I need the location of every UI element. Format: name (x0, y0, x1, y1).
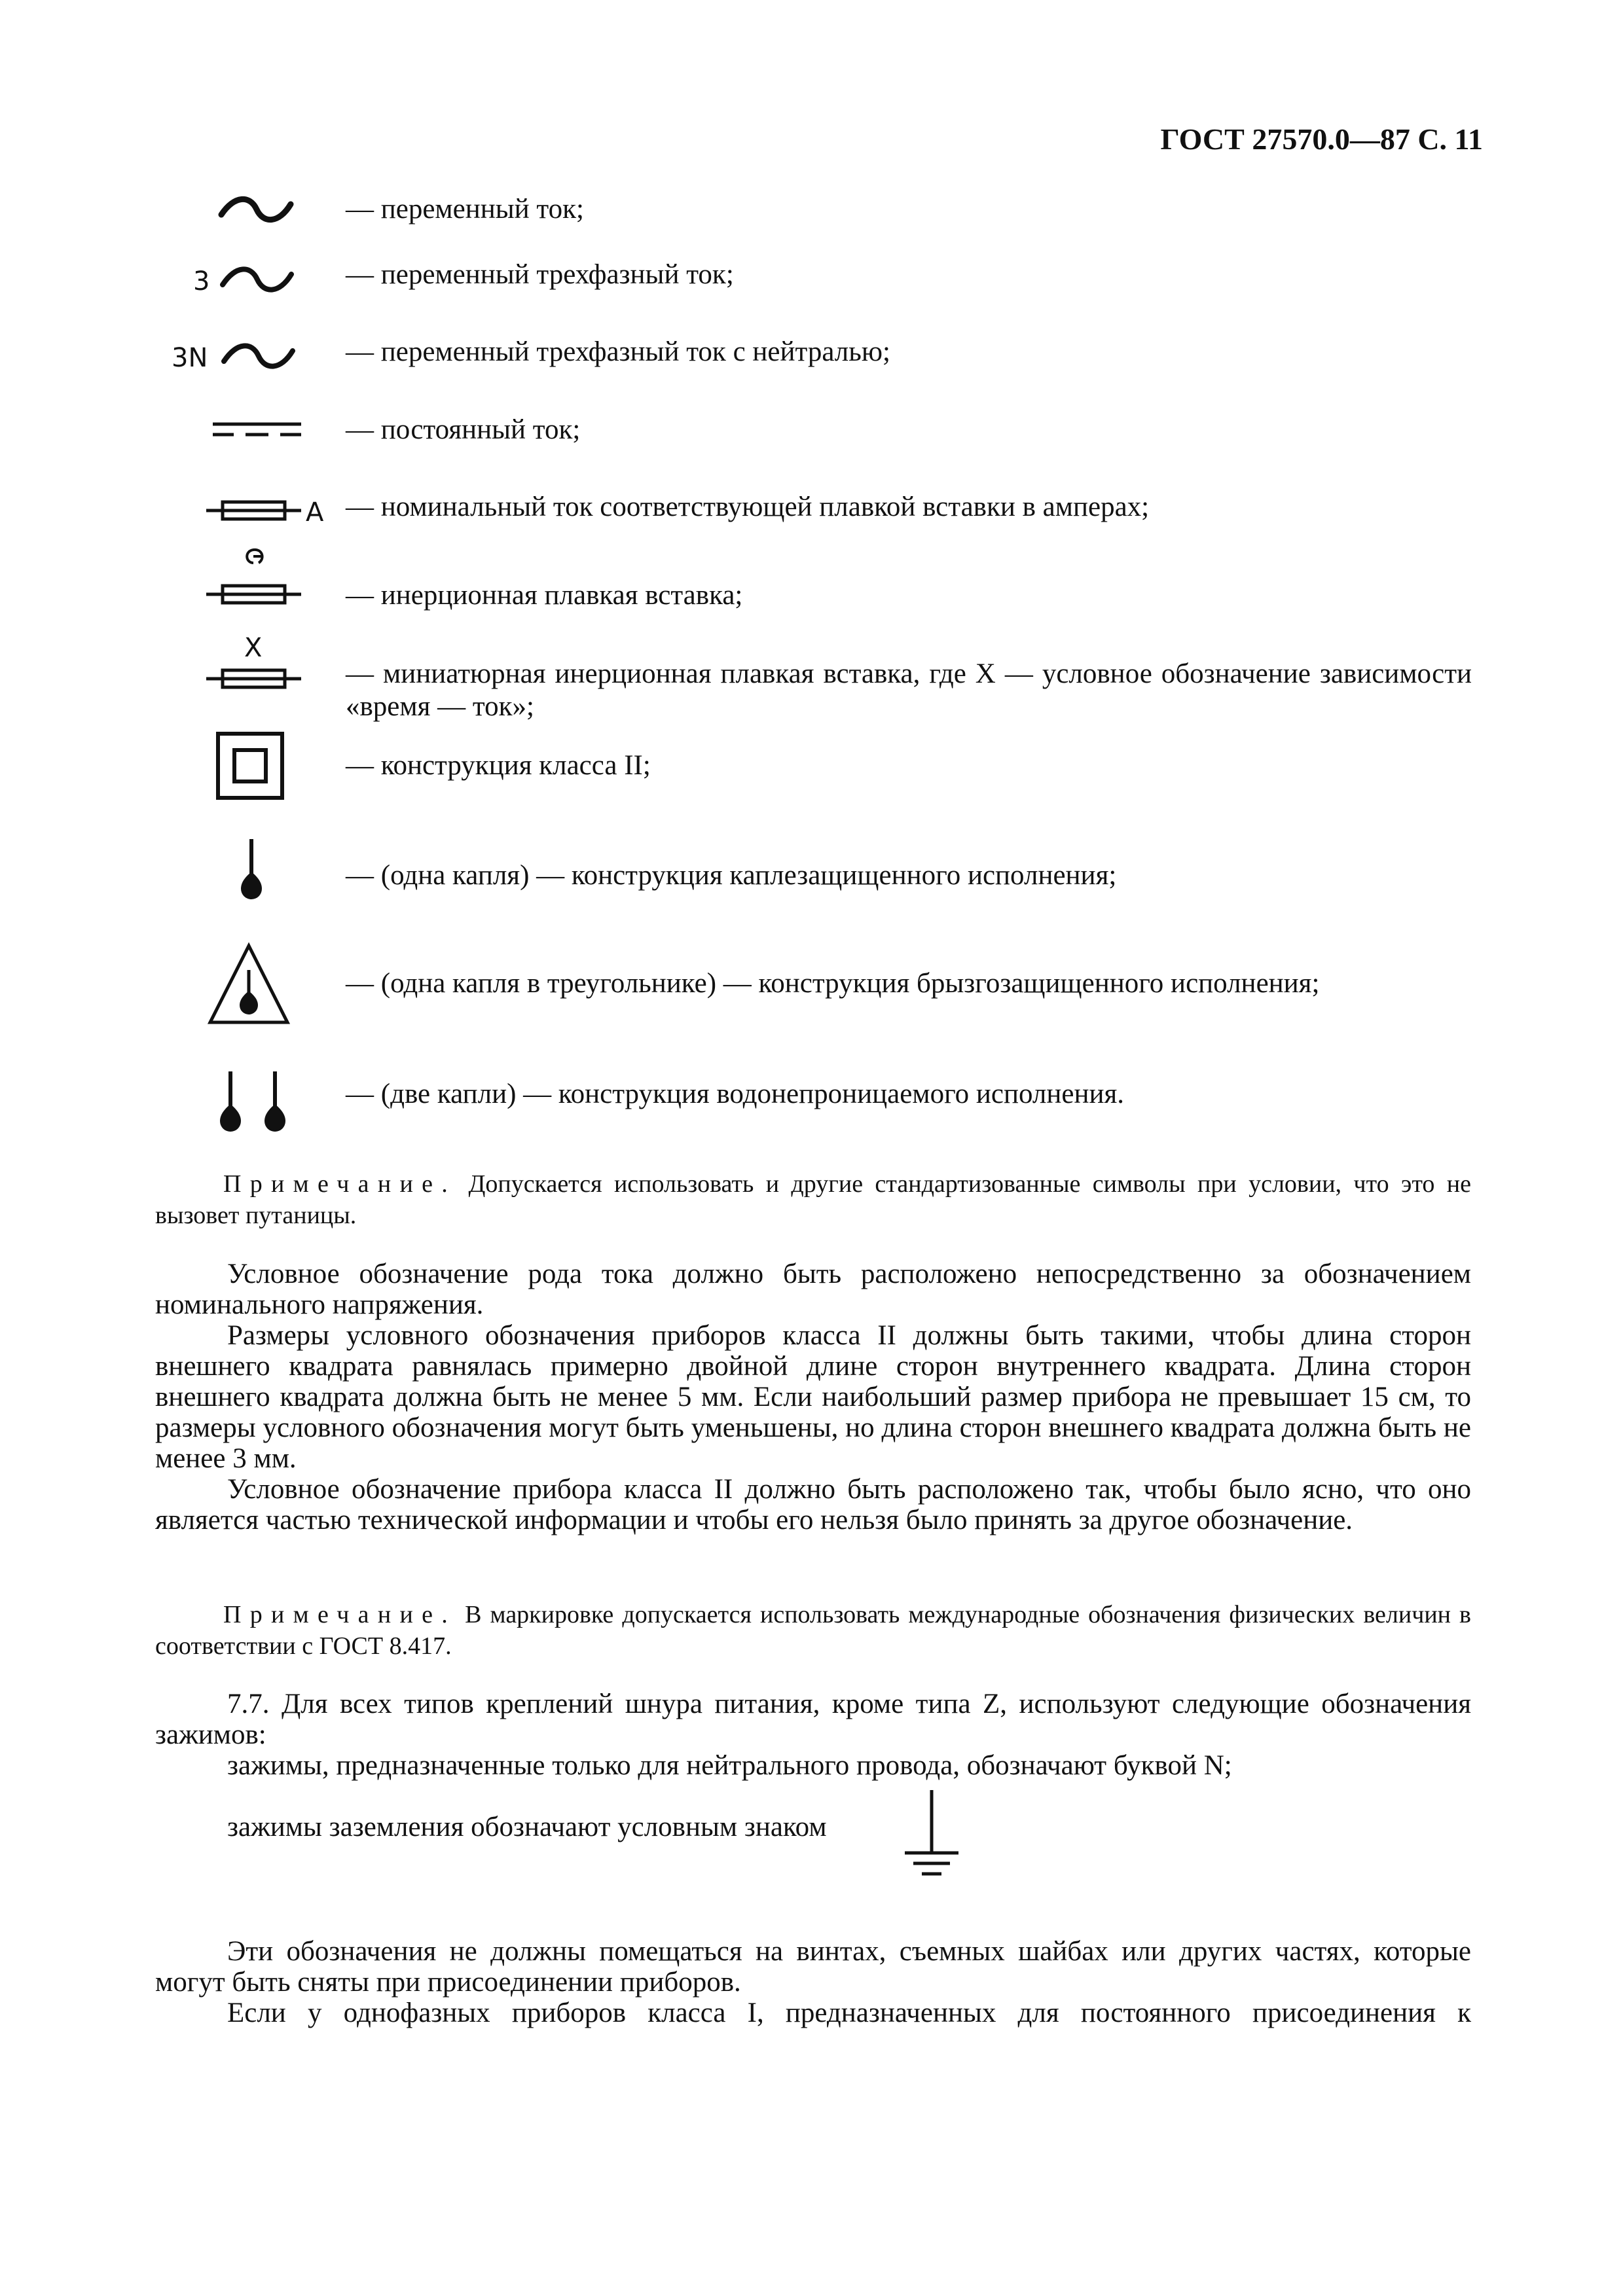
svg-text:X: X (244, 633, 263, 663)
paragraph-current-type: Условное обозначение рода тока должно быть расположено непосредственно за обозначением номинального напряжения. (155, 1259, 1471, 1320)
paragraph-class-ii-size: Размеры условного обозначения приборов класса II должны быть такими, чтобы длина сторон внешнего квадрата равнялась примерно двойной длине сторон внутреннего квадрата. Длина сторон внешнего квадрата должна быть не менее 5 мм. Если наибольший размер прибора не превышает 15 см, то размеры условного обозначения могут быть уменьшены, но длина сторон внешнего квадрата должна быть не менее 3 мм. (155, 1320, 1471, 1474)
symbol-label-fuse-rating: — номинальный ток соответствующей плавкой вставки в амперах; (346, 492, 1150, 522)
symbol-label-dc: — постоянный ток; (346, 414, 581, 445)
svg-text:3: 3 (193, 266, 210, 296)
earth-terminal-line: зажимы заземления обозначают условным знаком (227, 1812, 827, 1842)
symbol-label-ac: — переменный ток; (346, 194, 584, 224)
drop-in-triangle-icon (206, 942, 291, 1028)
class-ii-construction-icon (216, 732, 284, 800)
symbol-label-3nac: — переменный трехфазный ток с нейтралью; (346, 336, 890, 367)
note-1-text: Допускается использовать и другие стандартизованные символы при условии, что это не вызовет путаницы. (155, 1170, 1471, 1229)
paragraph-single-phase: Если у однофазных приборов класса I, предназначенных для постоянного присоединения к (227, 1998, 1471, 2028)
svg-text:A: A (306, 497, 324, 528)
section-7-7: 7.7. Для всех типов креплений шнура питания, кроме типа Z, используют следующие обозначения зажимов: (155, 1689, 1471, 1750)
two-drops-icon (216, 1070, 295, 1136)
paragraph-screws: Эти обозначения не должны помещаться на винтах, съемных шайбах или других частях, которые могут быть сняты при присоединении приборов. (155, 1936, 1471, 1998)
note-2-label: Примечание. (223, 1601, 457, 1628)
symbol-label-3ac: — переменный трехфазный ток; (346, 259, 734, 290)
three-phase-ac-icon (193, 259, 298, 298)
symbol-label-miniature-fuse: — миниатюрная инерционная плавкая вставка, где X — условное обозначение зависимости «время — ток»; (346, 658, 1472, 722)
svg-text:3N: 3N (172, 343, 208, 373)
alternating-current-icon (216, 190, 295, 229)
note-1 (155, 1168, 1471, 1231)
fuse-rating-icon (206, 491, 331, 530)
earth-ground-icon (902, 1790, 961, 1882)
note-2 (155, 1599, 1471, 1662)
note-2-text: В маркировке допускается использовать международные обозначения физических величин в соответствии с ГОСТ 8.417. (155, 1601, 1471, 1660)
one-drop-icon (237, 838, 270, 903)
symbol-label-class-ii: — конструкция класса II; (346, 750, 651, 781)
three-phase-ac-neutral-icon (172, 335, 302, 374)
direct-current-icon (213, 419, 301, 439)
symbol-label-drop-in-triangle: — (одна капля в треугольнике) — конструкция брызгозащищенного исполнения; (346, 968, 1320, 999)
symbol-label-two-drops: — (две капли) — конструкция водонепроницаемого исполнения. (346, 1079, 1125, 1109)
symbol-label-time-lag-fuse: — инерционная плавкая вставка; (346, 580, 743, 611)
page-header: ГОСТ 27570.0—87 С. 11 (1160, 122, 1483, 156)
neutral-terminal-line: зажимы, предназначенные только для нейтрального провода, обозначают буквой N; (227, 1750, 1232, 1781)
paragraph-class-ii-placement: Условное обозначение прибора класса II должно быть расположено так, чтобы было ясно, что оно является частью технической информации и чтобы его нельзя было принять за другое обозначение. (155, 1474, 1471, 1535)
time-lag-fuse-icon (206, 545, 304, 617)
symbol-label-one-drop: — (одна капля) — конструкция каплезащищенного исполнения; (346, 860, 1117, 891)
note-1-label: Примечание. (223, 1170, 457, 1198)
miniature-time-lag-fuse-icon (206, 632, 304, 704)
